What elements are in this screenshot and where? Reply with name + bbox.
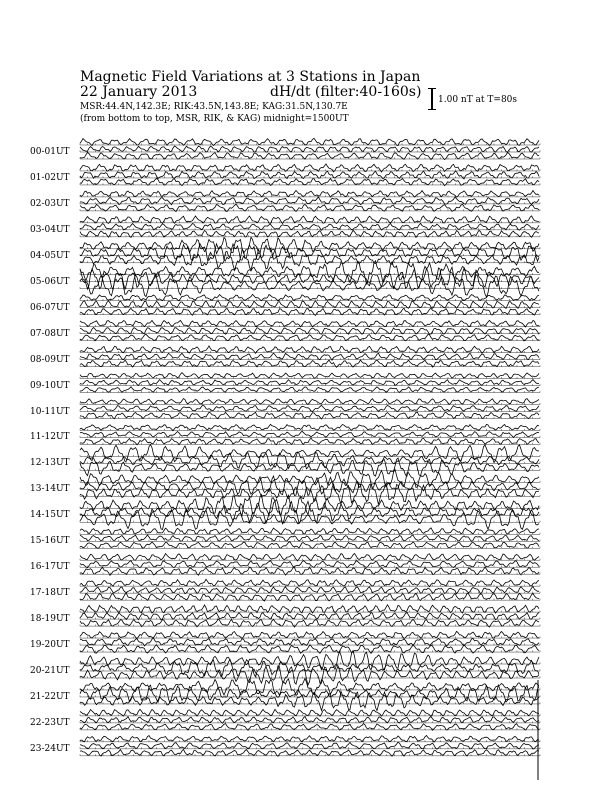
- minute-ticks-01-02UT-RIK: [80, 176, 540, 178]
- row-label-20-21UT: 20-21UT: [30, 666, 70, 676]
- trace-05-06UT-MSR: [80, 275, 539, 298]
- row-label-14-15UT: 14-15UT: [30, 510, 70, 521]
- row-label-22-23UT: 22-23UT: [30, 717, 70, 728]
- row-label-01-02UT: 01-02UT: [30, 172, 70, 183]
- row-label-09-10UT: 09-10UT: [30, 380, 70, 391]
- trace-14-15UT-MSR: [80, 509, 539, 530]
- row-label-16-17UT: 16-17UT: [30, 562, 70, 573]
- chart-title: Magnetic Field Variations at 3 Stations in Japan: [80, 69, 421, 85]
- row-label-15-16UT: 15-16UT: [30, 536, 70, 547]
- minute-ticks-13-14UT-RIK: [80, 488, 540, 490]
- minute-ticks-17-18UT-MSR: [80, 599, 540, 601]
- row-label-03-04UT: 03-04UT: [30, 224, 70, 235]
- trace-01-02UT-MSR: [80, 178, 539, 185]
- minute-ticks-01-02UT-KAG: [80, 169, 540, 171]
- trace-14-15UT-RIK: [80, 501, 539, 523]
- minute-ticks-11-12UT-MSR: [80, 443, 540, 445]
- trace-13-14UT-KAG: [80, 469, 539, 488]
- minute-ticks-15-16UT-KAG: [80, 533, 540, 535]
- trace-03-04UT-KAG: [80, 216, 539, 224]
- row-label-07-08UT: 07-08UT: [30, 328, 70, 339]
- row-label-00-01UT: 00-01UT: [30, 147, 70, 157]
- minute-ticks-03-04UT-RIK: [80, 228, 540, 230]
- trace-04-05UT-RIK: [80, 244, 539, 261]
- minute-ticks-05-06UT-RIK: [80, 280, 540, 282]
- trace-08-09UT-MSR: [80, 360, 539, 367]
- row-label-21-22UT: 21-22UT: [30, 691, 70, 702]
- minute-ticks-18-19UT-KAG: [80, 611, 540, 613]
- row-label-05-06UT: 05-06UT: [30, 276, 70, 287]
- trace-22-23UT-KAG: [80, 709, 539, 716]
- minute-ticks-12-13UT-MSR: [80, 469, 540, 471]
- row-label-17-18UT: 17-18UT: [30, 588, 70, 599]
- minute-ticks-09-10UT-KAG: [80, 377, 540, 379]
- row-label-13-14UT: 13-14UT: [30, 484, 70, 495]
- minute-ticks-19-20UT-RIK: [80, 643, 540, 645]
- minute-ticks-20-21UT-RIK: [80, 669, 540, 671]
- trace-17-18UT-RIK: [80, 587, 539, 594]
- trace-12-13UT-KAG: [80, 445, 539, 463]
- minute-ticks-21-22UT-RIK: [80, 695, 540, 697]
- minute-ticks-17-18UT-KAG: [80, 585, 540, 587]
- trace-06-07UT-MSR: [80, 308, 539, 315]
- minute-ticks-13-14UT-MSR: [80, 495, 540, 497]
- row-label-02-03UT: 02-03UT: [30, 198, 70, 209]
- minute-ticks-07-08UT-MSR: [80, 339, 540, 341]
- row-label-12-13UT: 12-13UT: [30, 458, 70, 469]
- trace-21-22UT-MSR: [80, 691, 539, 710]
- minute-ticks-05-06UT-KAG: [80, 273, 540, 275]
- trace-13-14UT-RIK: [80, 476, 539, 496]
- trace-16-17UT-KAG: [80, 554, 539, 562]
- quantity-filter: dH/dt (filter:40-160s): [270, 84, 422, 100]
- trace-18-19UT-RIK: [80, 612, 539, 620]
- minute-ticks-07-08UT-KAG: [80, 325, 540, 327]
- minute-ticks-16-17UT-MSR: [80, 573, 540, 575]
- row-label-11-12UT: 11-12UT: [30, 432, 70, 443]
- chart-date: 22 January 2013: [80, 84, 198, 100]
- row-label-19-20UT: 19-20UT: [30, 640, 70, 651]
- row-label-10-11UT: 10-11UT: [30, 406, 70, 417]
- station-order-note: (from bottom to top, MSR, RIK, & KAG) midnight=1500UT: [80, 114, 349, 124]
- row-label-08-09UT: 08-09UT: [30, 354, 70, 365]
- minute-ticks-23-24UT-MSR: [80, 754, 540, 756]
- row-label-18-19UT: 18-19UT: [30, 614, 70, 625]
- minute-ticks-18-19UT-MSR: [80, 625, 540, 627]
- row-label-23-24UT: 23-24UT: [30, 743, 70, 754]
- row-label-06-07UT: 06-07UT: [30, 302, 70, 313]
- trace-20-21UT-KAG: [80, 651, 539, 670]
- row-label-04-05UT: 04-05UT: [30, 250, 70, 261]
- minute-ticks-23-24UT-KAG: [80, 740, 540, 742]
- minute-ticks-10-11UT-KAG: [80, 403, 540, 405]
- station-coordinates: MSR:44.4N,142.3E; RIK:43.5N,143.8E; KAG:31.5N,130.7E: [80, 102, 348, 112]
- trace-12-13UT-MSR: [80, 458, 539, 476]
- scale-bar-label: 1.00 nT at T=80s: [438, 95, 518, 105]
- minute-ticks-11-12UT-KAG: [80, 429, 540, 431]
